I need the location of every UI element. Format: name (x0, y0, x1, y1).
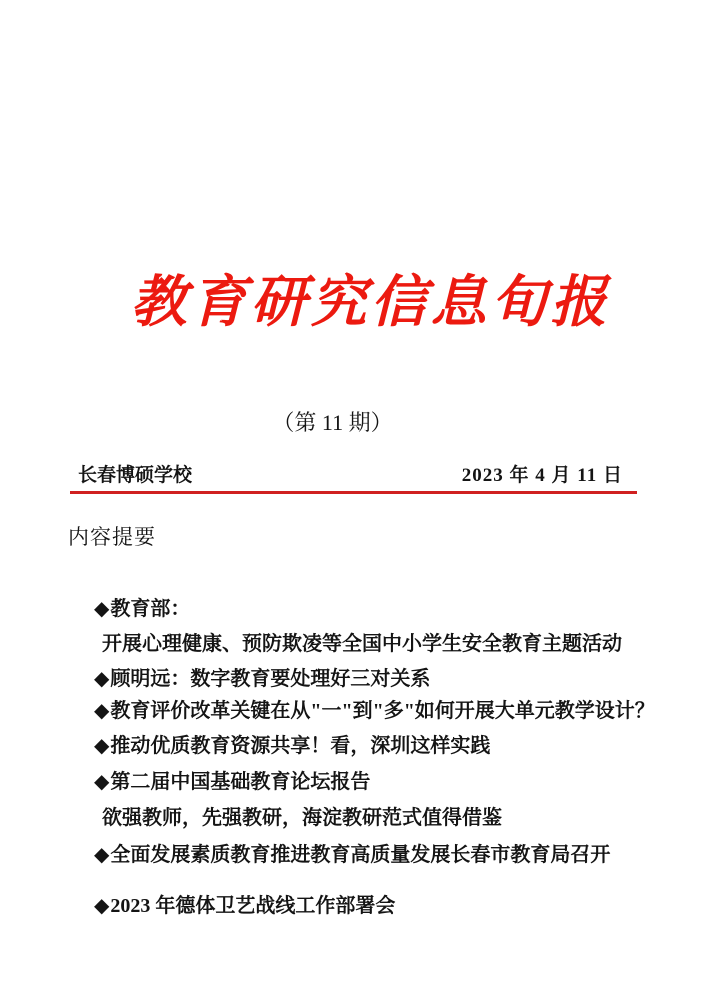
masthead-row (70, 460, 637, 487)
summary-heading: 内容提要 (68, 525, 156, 549)
list-item (94, 596, 190, 622)
list-item-text: 教育部： (110, 598, 191, 620)
diamond-bullet-icon: ◆ (94, 700, 110, 722)
list-item-text: 顾明远：数字教育要处理好三对关系 (110, 668, 431, 690)
list-item-text: 教育评价改革关键在从"一"到"多"如何开展大单元教学设计？ (110, 700, 655, 722)
list-item (94, 698, 655, 724)
list-item (94, 733, 490, 759)
list-item (94, 842, 610, 868)
issue-number: （第 11 期） (272, 410, 393, 435)
list-item-continuation (102, 631, 622, 657)
diamond-bullet-icon: ◆ (94, 668, 110, 690)
diamond-bullet-icon: ◆ (94, 598, 110, 620)
list-item (94, 666, 430, 692)
issue-date: 2023 年 4 月 11 日 (461, 465, 623, 486)
list-item-text: 第二届中国基础教育论坛报告 (110, 771, 371, 793)
list-item-text: 全面发展素质教育推进教育高质量发展长春市教育局召开 (110, 844, 611, 866)
list-item (94, 893, 395, 919)
list-item-text: 推动优质教育资源共享！看，深圳这样实践 (110, 735, 491, 757)
list-item-continuation (102, 805, 502, 831)
diamond-bullet-icon: ◆ (94, 844, 110, 866)
diamond-bullet-icon: ◆ (94, 771, 110, 793)
diamond-bullet-icon: ◆ (94, 735, 110, 757)
list-item-text: 欲强教师，先强教研，海淀教研范式值得借鉴 (102, 807, 502, 829)
newsletter-title: 教育研究信息旬报 (130, 272, 611, 334)
school-name: 长春博硕学校 (78, 465, 193, 486)
list-item-text: 2023 年德体卫艺战线工作部署会 (110, 895, 396, 917)
list-item-text: 开展心理健康、预防欺凌等全国中小学生安全教育主题活动 (102, 633, 622, 655)
red-divider-rule (70, 491, 637, 494)
diamond-bullet-icon: ◆ (94, 895, 110, 917)
list-item (94, 769, 370, 795)
